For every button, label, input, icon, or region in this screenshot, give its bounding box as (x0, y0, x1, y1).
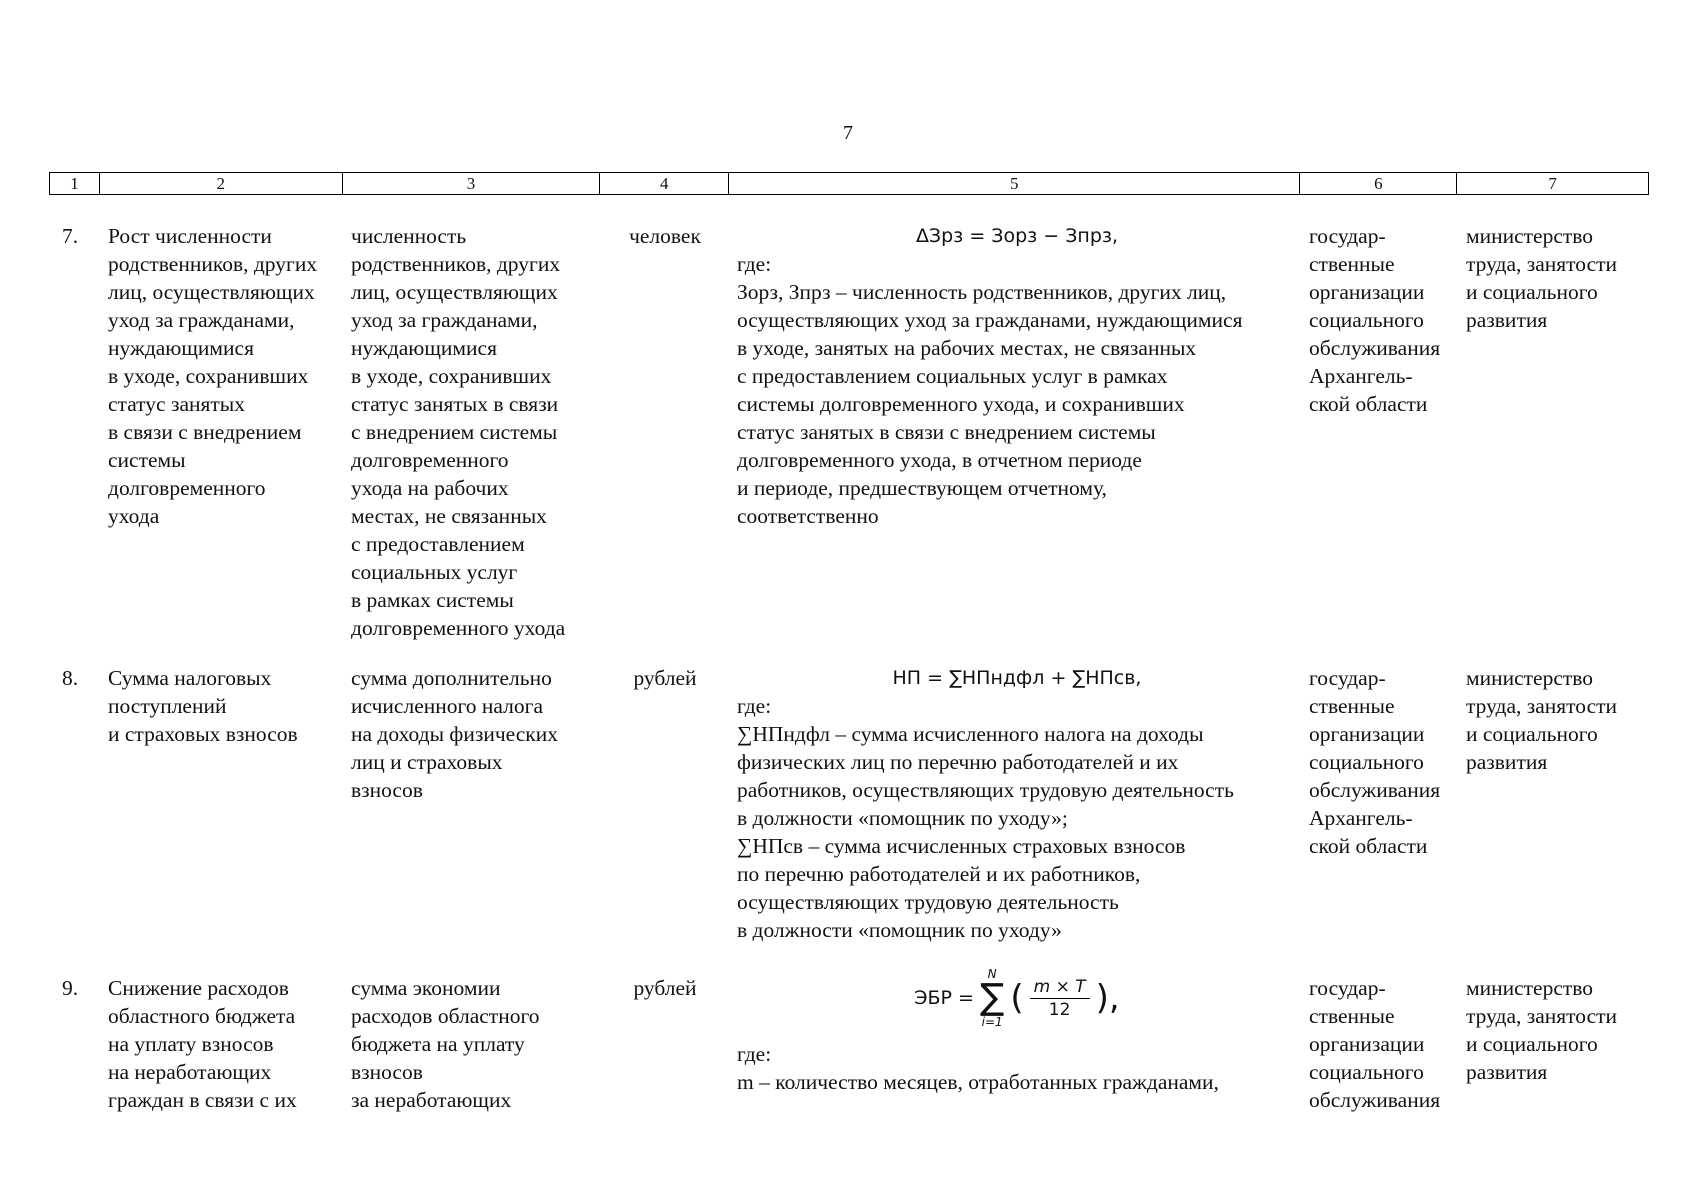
indicator-name (108, 974, 340, 1114)
sigma-icon: ∑ (980, 977, 1005, 1018)
header-cell: 3 (343, 173, 601, 194)
text-line: статус занятых (108, 392, 245, 416)
text-line: соответственно (737, 504, 879, 528)
formula: НП = ∑НПндфл + ∑НПсв, (892, 667, 1142, 689)
calculation-method (737, 664, 1297, 944)
text-line: и социального (1466, 280, 1598, 304)
formula-explanation (737, 250, 1297, 530)
text-line: ственные (1309, 1004, 1395, 1028)
text-line: развития (1466, 750, 1548, 774)
sum-lower-limit: i=1 (981, 1015, 1003, 1029)
text-line: ственные (1309, 694, 1395, 718)
text-line: и социального (1466, 722, 1598, 746)
row-number: 7. (62, 224, 79, 248)
text-line: осуществляющих трудовую деятельность (737, 890, 1119, 914)
text-line: развития (1466, 308, 1548, 332)
text-line: лиц, осуществляющих (351, 280, 558, 304)
text-line: социального (1309, 750, 1424, 774)
formula: ΔЗрз = Зорз − Зпрз, (915, 225, 1119, 247)
text-line: в уходе, сохранивших (108, 364, 309, 388)
responsible-body (1466, 222, 1656, 334)
text-line: и социального (1466, 1032, 1598, 1056)
text-line: где: (737, 694, 772, 718)
indicator-definition (351, 664, 601, 804)
calculation-method (737, 222, 1297, 530)
text-line: исчисленного налога (351, 694, 543, 718)
text-line: труда, занятости (1466, 694, 1618, 718)
text-line: долговременного (351, 448, 509, 472)
text-line: осуществляющих уход за гражданами, нуждающимися (737, 308, 1243, 332)
formula (737, 968, 1297, 1040)
table-header-row (49, 172, 1649, 195)
text-line: системы (108, 448, 186, 472)
text-line: министерство (1466, 666, 1594, 690)
text-line: государ- (1309, 666, 1386, 690)
text-line: организации (1309, 280, 1425, 304)
text-line: министерство (1466, 224, 1594, 248)
text-line: лиц и страховых (351, 750, 503, 774)
text-line: взносов (351, 1060, 423, 1084)
text-line: граждан в связи с их (108, 1088, 297, 1112)
fraction (1030, 976, 1090, 1021)
text-line: обслуживания (1309, 778, 1441, 802)
sum-upper-limit: N (987, 967, 997, 981)
text-line: сумма экономии (351, 976, 501, 1000)
text-line: в должности «помощник по уходу»; (737, 806, 1068, 830)
text-line: в рамках системы (351, 588, 514, 612)
text-line: и периоде, предшествующем отчетному, (737, 476, 1107, 500)
text-line: лиц, осуществляющих (108, 280, 315, 304)
text-line: труда, занятости (1466, 1004, 1618, 1028)
text-line: с предоставлением социальных услуг в рамках (737, 364, 1168, 388)
text-line: долговременного ухода, в отчетном периоде (737, 448, 1142, 472)
text-line: нуждающимися (108, 336, 254, 360)
text-line: социального (1309, 308, 1424, 332)
text-line: местах, не связанных (351, 504, 547, 528)
indicator-name (108, 222, 340, 530)
text-line: по перечню работодателей и их работников, (737, 862, 1141, 886)
indicator-name (108, 664, 340, 748)
text-line: развития (1466, 1060, 1548, 1084)
text-line: физических лиц по перечню работодателей и их (737, 750, 1179, 774)
text-line: взносов (351, 778, 423, 802)
text-line: на доходы физических (351, 722, 558, 746)
text-line: на уплату взносов (108, 1032, 274, 1056)
text-line: обслуживания (1309, 1088, 1441, 1112)
responsible-body (1466, 974, 1656, 1086)
text-line: за неработающих (351, 1088, 512, 1112)
text-line: статус занятых в связи (351, 392, 559, 416)
text-line: в должности «помощник по уходу» (737, 918, 1062, 942)
text-line: уход за гражданами, (108, 308, 295, 332)
text-line: статус занятых в связи с внедрением системы (737, 420, 1156, 444)
text-line: в уходе, сохранивших (351, 364, 552, 388)
indicator-definition (351, 222, 601, 642)
formula-explanation (737, 1040, 1297, 1096)
text-line: Сумма налоговых (108, 666, 272, 690)
text-line: социального (1309, 1060, 1424, 1084)
formula-explanation (737, 692, 1297, 944)
header-cell: 6 (1300, 173, 1457, 194)
formula-tail: ), (1095, 978, 1120, 1018)
text-line: родственников, других (351, 252, 561, 276)
indicator-definition (351, 974, 601, 1114)
text-line: на неработающих (108, 1060, 272, 1084)
text-line: социальных услуг (351, 560, 518, 584)
text-line: ухода на рабочих (351, 476, 509, 500)
header-cell: 1 (50, 173, 100, 194)
text-line: ственные (1309, 252, 1395, 276)
text-line: с предоставлением (351, 532, 525, 556)
fraction-denominator: 12 (1048, 999, 1071, 1020)
data-source (1309, 974, 1459, 1114)
unit: рублей (633, 976, 697, 1000)
text-line: m – количество месяцев, отработанных гражданами, (737, 1070, 1219, 1094)
text-line: государ- (1309, 224, 1386, 248)
text-line: системы долговременного ухода, и сохранивших (737, 392, 1185, 416)
text-line: работников, осуществляющих трудовую деятельность (737, 778, 1234, 802)
header-cell: 5 (729, 173, 1300, 194)
text-line: в уходе, занятых на рабочих местах, не связанных (737, 336, 1197, 360)
text-line: ухода (108, 504, 160, 528)
text-line: поступлений (108, 694, 227, 718)
text-line: Рост численности (108, 224, 272, 248)
text-line: где: (737, 252, 772, 276)
text-line: с внедрением системы (351, 420, 558, 444)
header-cell: 4 (600, 173, 729, 194)
text-line: Зорз, Зпрз – численность родственников, других лиц, (737, 280, 1227, 304)
data-source (1309, 664, 1459, 860)
open-paren: ( (1010, 978, 1024, 1018)
unit: человек (629, 224, 701, 248)
data-source (1309, 222, 1459, 418)
fraction-numerator: m × T (1030, 976, 1090, 999)
text-line: Архангель- (1309, 364, 1413, 388)
text-line: Архангель- (1309, 806, 1413, 830)
header-cell: 7 (1548, 174, 1557, 193)
calculation-method (737, 967, 1297, 1096)
text-line: организации (1309, 722, 1425, 746)
text-line: областного бюджета (108, 1004, 296, 1028)
text-line: долговременного ухода (351, 616, 566, 640)
text-line: бюджета на уплату (351, 1032, 525, 1056)
row-number: 8. (62, 666, 79, 690)
text-line: организации (1309, 1032, 1425, 1056)
text-line: уход за гражданами, (351, 308, 538, 332)
unit: рублей (633, 666, 697, 690)
text-line: нуждающимися (351, 336, 497, 360)
text-line: министерство (1466, 976, 1594, 1000)
text-line: расходов областного (351, 1004, 540, 1028)
text-line: и страховых взносов (108, 722, 298, 746)
row-number: 9. (62, 976, 79, 1000)
summation-sign (980, 968, 1004, 1028)
header-cell: 2 (100, 173, 343, 194)
text-line: ской области (1309, 834, 1428, 858)
text-line: государ- (1309, 976, 1386, 1000)
text-line: обслуживания (1309, 336, 1441, 360)
text-line: в связи с внедрением (108, 420, 302, 444)
text-line: труда, занятости (1466, 252, 1618, 276)
text-line: ской области (1309, 392, 1428, 416)
text-line: численность (351, 224, 467, 248)
text-line: долговременного (108, 476, 266, 500)
page-number: 7 (843, 122, 853, 144)
text-line: ∑НПсв – сумма исчисленных страховых взносов (737, 834, 1186, 858)
responsible-body (1466, 664, 1656, 776)
text-line: родственников, других (108, 252, 318, 276)
text-line: Снижение расходов (108, 976, 289, 1000)
text-line: ∑НПндфл – сумма исчисленного налога на доходы (737, 722, 1204, 746)
text-line: где: (737, 1042, 772, 1066)
formula-lhs: ЭБР = (914, 987, 974, 1009)
text-line: сумма дополнительно (351, 666, 552, 690)
